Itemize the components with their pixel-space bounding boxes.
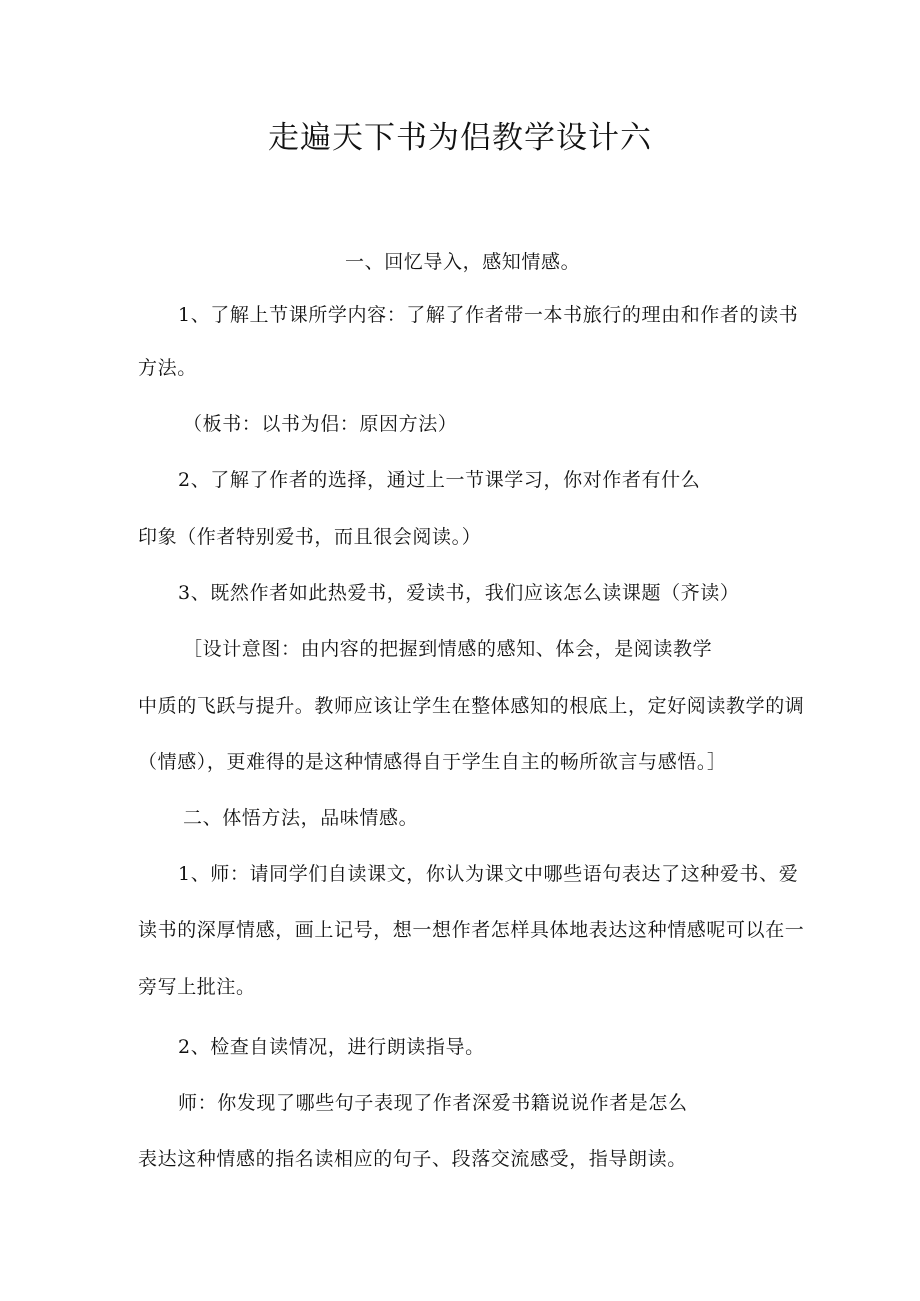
paragraph-line: 表达这种情感的指名读相应的句子、段落交流感受，指导朗读。 (138, 1148, 687, 1170)
paragraph-line: 2、检查自读情况，进行朗读指导。 (178, 1036, 485, 1058)
paragraph-line: 中质的飞跃与提升。教师应该让学生在整体感知的根底上，定好阅读教学的调 (138, 695, 805, 717)
paragraph-line: 师：你发现了哪些句子表现了作者深爱书籍说说作者是怎么 (178, 1092, 688, 1114)
paragraph-line: 方法。 (138, 357, 197, 379)
section-heading-2: 二、体悟方法，品味情感。 (183, 807, 419, 829)
paragraph-line: （板书：以书为侣：原因方法） (183, 413, 458, 435)
document-title: 走遍天下书为侣教学设计六 (268, 120, 652, 156)
paragraph-line: 2、了解了作者的选择，通过上一节课学习，你对作者有什么 (178, 469, 701, 491)
paragraph-line: ［设计意图：由内容的把握到情感的感知、体会，是阅读教学 (183, 638, 713, 660)
paragraph-line: 1、了解上节课所学内容：了解了作者带一本书旅行的理由和作者的读书 (178, 304, 799, 326)
paragraph-line: 3、既然作者如此热爱书，爱读书，我们应该怎么读课题（齐读） (178, 582, 740, 604)
paragraph-line: 旁写上批注。 (138, 976, 256, 998)
paragraph-line: 读书的深厚情感，画上记号，想一想作者怎样具体地表达这种情感呢可以在一 (138, 919, 805, 941)
section-heading-1: 一、回忆导入，感知情感。 (345, 251, 581, 273)
paragraph-line: 1、师：请同学们自读课文，你认为课文中哪些语句表达了这种爱书、爱 (178, 863, 799, 885)
paragraph-line: （情感），更难得的是这种情感得自于学生自主的畅所欲言与感悟。］ (138, 751, 727, 773)
paragraph-line: 印象（作者特别爱书，而且很会阅读。） (138, 526, 482, 548)
